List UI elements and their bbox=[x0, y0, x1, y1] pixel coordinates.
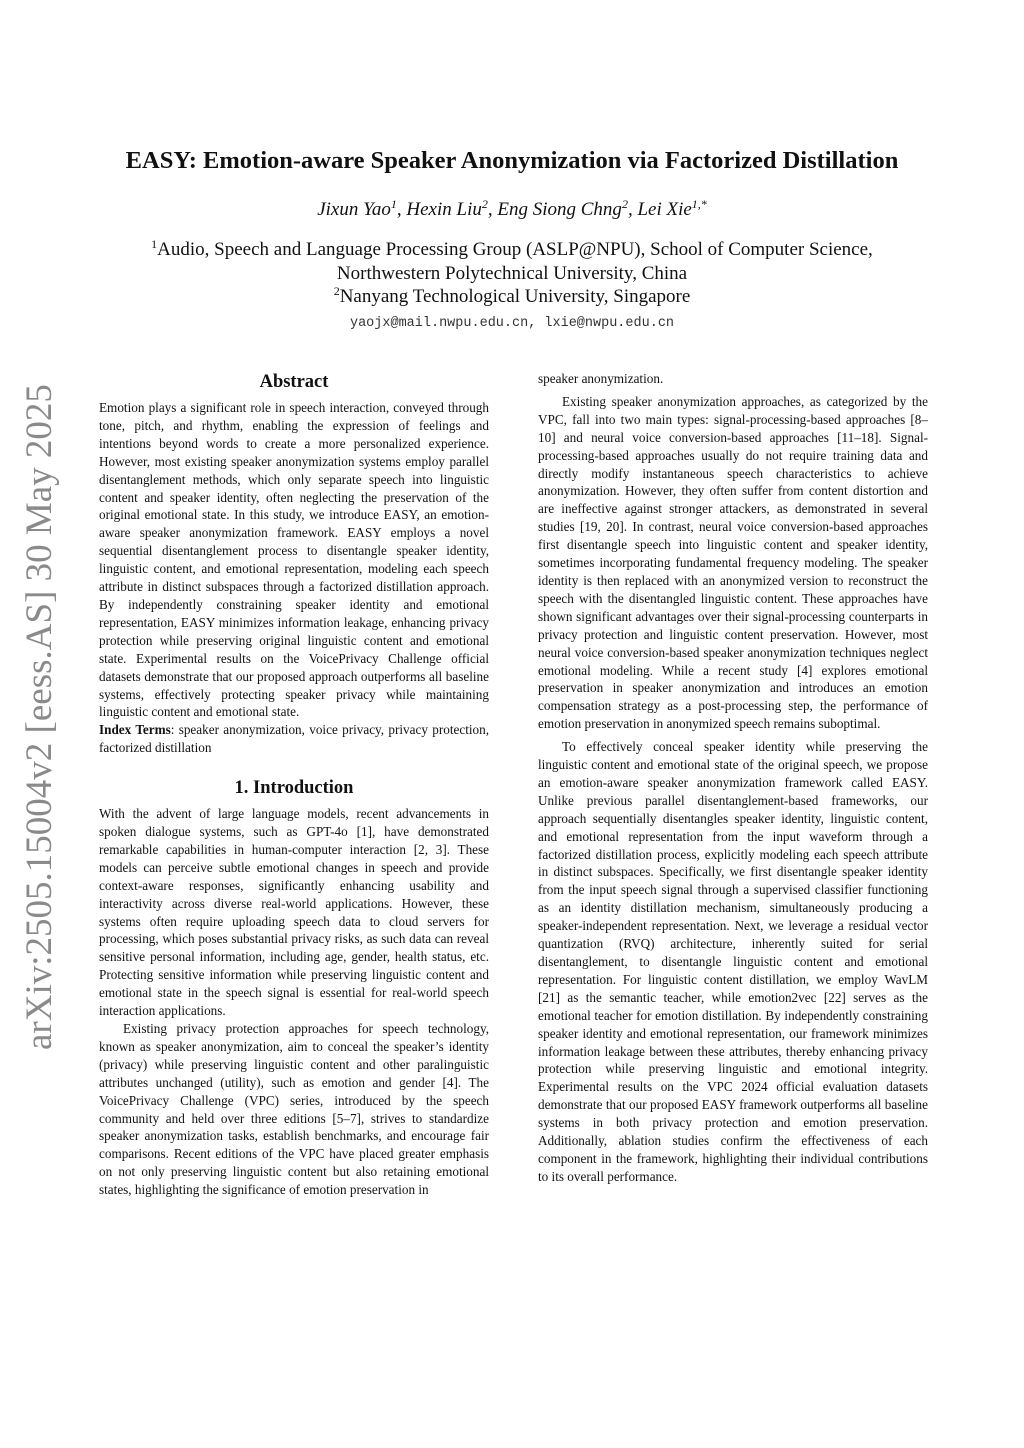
index-terms-label: Index Terms bbox=[99, 722, 171, 738]
author-affiliation-mark: 2 bbox=[621, 197, 628, 211]
introduction-paragraph: With the advent of large language models, recent advancements in spoken dialogue systems, such as GPT-4o [1], have demonstrated remarkable capabilities in human-computer interaction [2, 3]. These models can perceive subtle emotional changes in speech and provide context-aware responses, significantly enhancing usability and interactivity across diverse real-world applications. However, these systems often require uploading speech data to cloud servers for processing, which poses substantial privacy risks, as such data can reveal sensitive personal information, including age, gender, health status, etc. Protecting sensitive information while preserving linguistic content and emotional state in the speech signal is essential for real-world speech interaction applications. bbox=[99, 806, 489, 1019]
paper-title: EASY: Emotion-aware Speaker Anonymization via Factorized Distillation bbox=[125, 147, 899, 174]
author-name: Jixun Yao bbox=[317, 199, 391, 220]
affiliation-mark: 2 bbox=[333, 284, 340, 298]
index-terms-text: : speaker anonymization, voice privacy, privacy protection, factorized distillation bbox=[99, 722, 490, 756]
abstract-heading: Abstract bbox=[259, 372, 329, 392]
index-terms bbox=[99, 721, 489, 757]
left-column bbox=[99, 370, 489, 1199]
author-name: Eng Siong Chng bbox=[497, 199, 622, 220]
author-emails: yaojx@mail.nwpu.edu.cn, lxie@nwpu.edu.cn bbox=[349, 316, 675, 331]
affiliations bbox=[60, 238, 964, 309]
affiliation-text: Audio, Speech and Language Processing Group (ASLP@NPU), School of Computer Science, bbox=[157, 239, 873, 260]
author-name: Lei Xie bbox=[637, 199, 692, 220]
right-column bbox=[538, 370, 928, 1186]
introduction-paragraph-continued: speaker anonymization. bbox=[538, 371, 664, 386]
affiliation-2 bbox=[60, 285, 964, 309]
introduction-paragraph: Existing privacy protection approaches for speech technology, known as speaker anonymization, aim to conceal the speaker’s identity (privacy) while preserving linguistic content and other paralinguistic attributes unchanged (utility), such as emotion and gender [4]. The VoicePrivacy Challenge (VPC) series, introduced by the speech community and held over three editions [5–7], strives to standardize speaker anonymization tasks, establish benchmarks, and encourage fair comparisons. Recent editions of the VPC have placed greater emphasis on not only preserving linguistic content but also retaining emotional states, highlighting the significance of emotion preservation in bbox=[99, 1021, 489, 1198]
affiliation-text: Nanyang Technological University, Singapore bbox=[339, 286, 691, 307]
author-list: Jixun Yao$^1$, Hexin Liu$^2$, Eng Siong Chng$^2$, Lei Xie$^{1,*}$ bbox=[317, 197, 707, 220]
affiliation-mark: 1 bbox=[151, 237, 158, 251]
introduction-paragraph: To effectively conceal speaker identity while preserving the linguistic content and emotional state of the original speech, we propose an emotion-aware speaker anonymization framework called EASY. Unlike previous parallel disentanglement-based frameworks, our approach sequentially disentangles speaker identity, linguistic content, and emotional representation from the input waveform through a factorized distillation process, explicitly modeling each speech attribute in distinct subspaces. Specifically, we first disentangle speaker identity from the input speech signal through a supervised classifier functioning as an identity distillation mechanism, simultaneously producing a speaker-independent representation. Next, we leverage a residual vector quantization (RVQ) architecture, inherently suited for serial disentanglement, to disentangle linguistic content and emotional representation. For linguistic content distillation, we employ WavLM [21] as the semantic teacher, while emotion2vec [22] serves as the emotional teacher for emotion distillation. By independently constraining speaker identity and emotional representation, our framework minimizes information leakage between these attributes, thereby enhancing privacy protection while preserving linguistic and emotional integrity. Experimental results on the VPC 2024 official evaluation datasets demonstrate that our proposed EASY framework outperforms all baseline systems in both privacy protection and emotion preservation. Additionally, ablation studies confirm the effectiveness of each component in the framework, highlighting their individual contributions to its overall performance. bbox=[538, 739, 928, 1184]
introduction-heading: 1. Introduction bbox=[234, 778, 354, 799]
author-name: Hexin Liu bbox=[406, 199, 482, 220]
author-affiliation-mark: 2 bbox=[481, 197, 488, 211]
abstract-text: Emotion plays a significant role in speech interaction, conveyed through tone, pitch, and rhythm, enabling the expression of feelings and intentions beyond words to create a more personalized experience. However, most existing speaker anonymization systems employ parallel disentanglement methods, which only separate speech into linguistic content and speaker identity, often neglecting the preservation of the original emotional state. In this study, we introduce EASY, an emotion-aware speaker anonymization framework. EASY employs a novel sequential disentanglement process to disentangle speaker identity, linguistic content, and emotional representation, modeling each speech attribute in distinct subspaces through a factorized distillation approach. By independently constraining speaker identity and emotional representation, EASY minimizes information leakage, enhancing privacy protection while preserving original linguistic content and emotional state. Experimental results on the VoicePrivacy Challenge official datasets demonstrate that our proposed approach outperforms all baseline systems, effectively protecting speaker privacy while maintaining linguistic content and emotional state. bbox=[99, 400, 489, 720]
author-affiliation-mark: 1,* bbox=[691, 197, 707, 211]
arxiv-identifier-stamp: arXiv:2505.15004v2 [eess.AS] 30 May 2025 bbox=[19, 384, 60, 1050]
affiliation-1-continued: Northwestern Polytechnical University, China bbox=[336, 262, 688, 284]
author-affiliation-mark: 1 bbox=[390, 197, 397, 211]
introduction-paragraph: Existing speaker anonymization approaches, as categorized by the VPC, fall into two main types: signal-processing-based approaches [8–10] and neural voice conversion-based approaches [11–18]. Signal-processing-based approaches usually do not require training data and directly modify instantaneous speech characteristics to achieve anonymization. However, they often suffer from content distortion and are ineffective against stronger attackers, as demonstrated in several studies [19, 20]. In contrast, neural voice conversion-based approaches first disentangle speech into linguistic content and speaker identity, sometimes incorporating fundamental frequency modeling. The speaker identity is then replaced with an anonymized version to reconstruct the speech with the disentangled linguistic content. These approaches have shown significant advantages over their signal-processing counterparts in privacy protection and linguistic content preservation. However, most neural voice conversion-based speaker anonymization techniques neglect emotional modeling. While a recent study [4] explores emotional preservation in speaker anonymization and introduces an emotion compensation strategy as a post-processing step, the performance of emotion preservation in anonymized speech remains suboptimal. bbox=[538, 393, 928, 732]
affiliation-1 bbox=[60, 238, 964, 262]
